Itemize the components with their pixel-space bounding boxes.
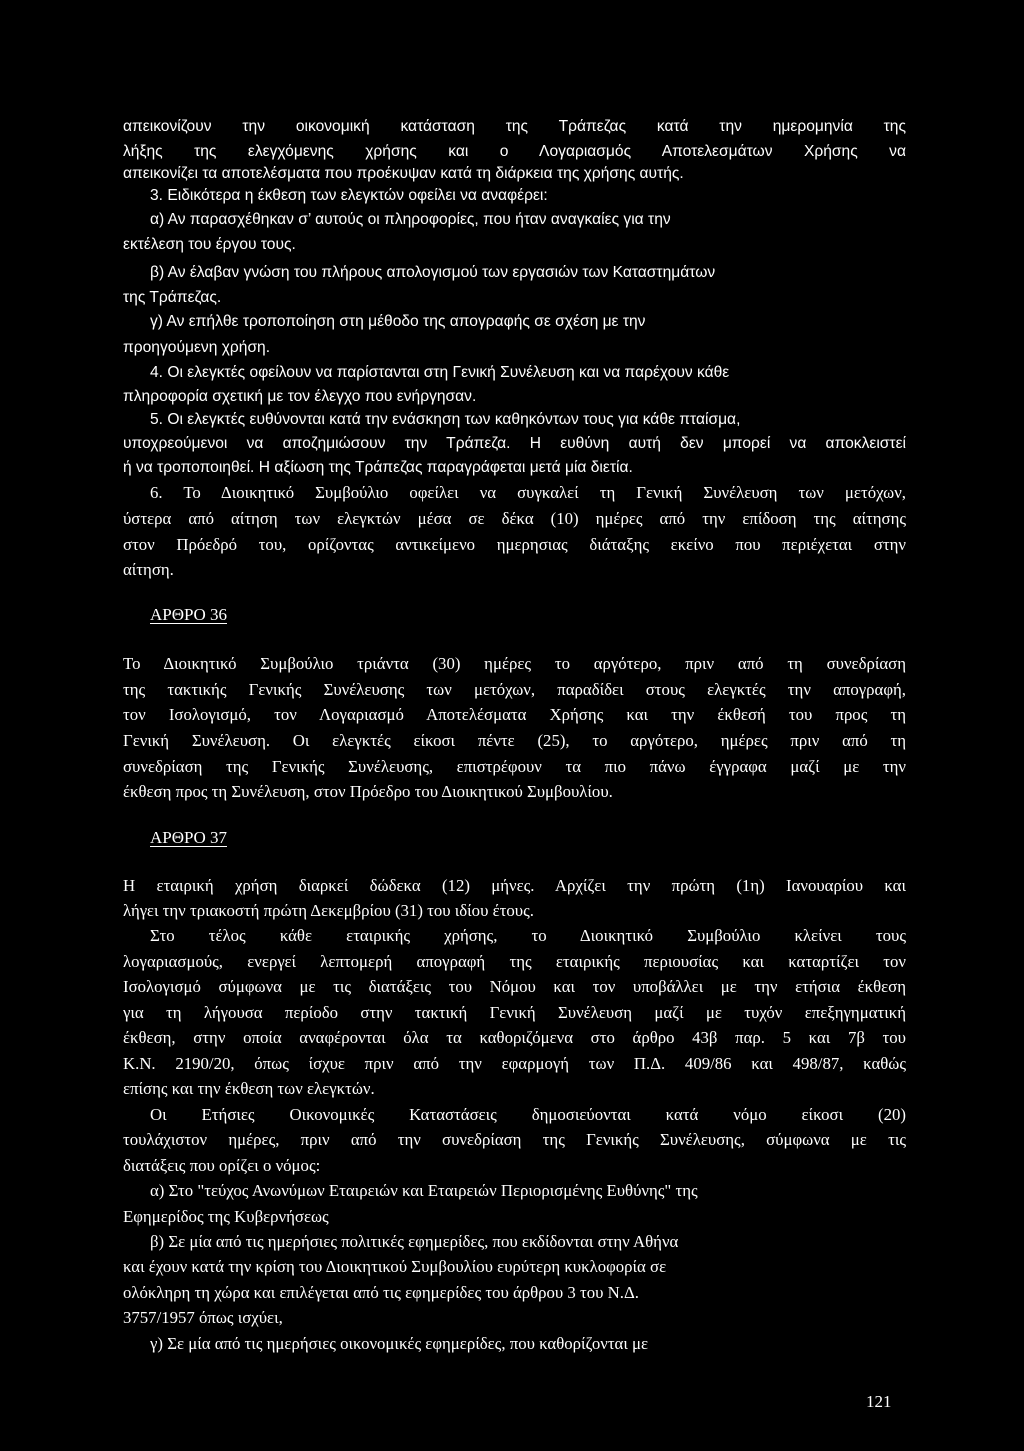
text-line: ολόκληρη τη χώρα και επιλέγεται από τις εφημερίδες του άρθρου 3 του Ν.Δ. (123, 1283, 639, 1302)
text-line: τουλάχιστον ημέρες, πριν από την συνεδρίαση της Γενικής Συνέλευσης, σύμφωνα με τις (123, 1130, 906, 1149)
text-line: β) Αν έλαβαν γνώση του πλήρους απολογισμού των εργασιών των Καταστημάτων (150, 264, 716, 281)
text-line: Το Διοικητικό Συμβούλιο τριάντα (30) ημέρες το αργότερο, πριν από τη συνεδρίαση (123, 654, 906, 673)
text-line: λήγει την τριακοστή πρώτη Δεκεμβρίου (31) του ιδίου έτους. (123, 901, 534, 920)
text-line: Η εταιρική χρήση διαρκεί δώδεκα (12) μήνες. Αρχίζει την πρώτη (1η) Ιανουαρίου και (123, 876, 906, 895)
text-line: α) Στο "τεύχος Ανωνύμων Εταιρειών και Εταιρειών Περιορισμένης Ευθύνης" της (150, 1181, 698, 1200)
text-line: Γενική Συνέλευση. Οι ελεγκτές είκοσι πέντε (25), το αργότερο, ημέρες πριν από τη (123, 731, 906, 750)
text-line: απεικονίζουν την οικονομική κατάσταση της Τράπεζας κατά την ημερομηνία της (123, 118, 906, 135)
text-line: στον Πρόεδρό του, ορίζοντας αντικείμενο ημερησιας διάταξης εκείνο που περιέχεται στην (123, 535, 906, 554)
text-line: απεικονίζει τα αποτελέσματα που προέκυψαν κατά τη διάρκεια της χρήσης αυτής. (123, 165, 684, 182)
text-line: 5. Οι ελεγκτές ευθύνονται κατά την ενάσκηση των καθηκόντων τους για κάθε πταίσμα, (150, 411, 741, 428)
page-number: 121 (866, 1392, 892, 1411)
text-line: λήξης της ελεγχόμενης χρήσης και ο Λογαριασμός Αποτελεσμάτων Χρήσης να (123, 143, 906, 160)
text-line: υποχρεούμενοι να αποζημιώσουν την Τράπεζα. Η ευθύνη αυτή δεν μπορεί να αποκλειστεί (123, 435, 906, 452)
text-line: λογαριασμούς, ενεργεί λεπτομερή απογραφή της εταιρικής περιουσίας και καταρτίζει τον (123, 952, 906, 971)
text-line: έκθεση προς τη Συνέλευση, στον Πρόεδρο του Διοικητικού Συμβουλίου. (123, 782, 613, 801)
text-line: επίσης και την έκθεση των ελεγκτών. (123, 1079, 375, 1098)
text-line: 3. Ειδικότερα η έκθεση των ελεγκτών οφείλει να αναφέρει: (150, 187, 548, 204)
text-line: β) Σε μία από τις ημερήσιες πολιτικές εφημερίδες, που εκδίδονται στην Αθήνα (150, 1232, 679, 1251)
text-line: της τακτικής Γενικής Συνέλευσης των μετόχων, παραδίδει στους ελεγκτές την απογραφή, (123, 680, 906, 699)
text-line: γ) Σε μία από τις ημερήσιες οικονομικές εφημερίδες, που καθορίζονται με (150, 1334, 649, 1353)
text-line: 4. Οι ελεγκτές οφείλουν να παρίστανται στη Γενική Συνέλευση και να παρέχουν κάθε (150, 364, 730, 381)
text-line: ή να τροποποιηθεί. Η αξίωση της Τράπεζας παραγράφεται μετά μία διετία. (123, 459, 633, 476)
text-line: Κ.Ν. 2190/20, όπως ίσχυε πριν από την εφαρμογή των Π.Δ. 409/86 και 498/87, καθώς (123, 1054, 906, 1073)
text-line: Στο τέλος κάθε εταιρικής χρήσης, το Διοικητικό Συμβούλιο κλείνει τους (150, 926, 906, 945)
text-line: διατάξεις που ορίζει ο νόμος: (123, 1156, 321, 1175)
article-heading: ΑΡΘΡΟ 37 (150, 828, 227, 847)
text-line: 6. Το Διοικητικό Συμβούλιο οφείλει να συγκαλεί τη Γενική Συνέλευση των μετόχων, (150, 483, 906, 502)
text-line: της Τράπεζας. (123, 289, 222, 306)
text-line: Εφημερίδος της Κυβερνήσεως (123, 1207, 329, 1226)
text-line: Ισολογισμό σύμφωνα με τις διατάξεις του Νόμου και τον υποβάλλει με την ετήσια έκθεση (123, 977, 906, 996)
text-line: για τη λήγουσα περίοδο στην τακτική Γενική Συνέλευση μαζί με τυχόν επεξηγηματική (123, 1003, 906, 1022)
text-line: τον Ισολογισμό, τον Λογαριασμό Αποτελέσματα Χρήσης και την έκθεσή του προς τη (123, 705, 906, 724)
text-line: α) Αν παρασχέθηκαν σ’ αυτούς οι πληροφορίες, που ήταν αναγκαίες για την (150, 211, 671, 228)
article-heading: ΑΡΘΡΟ 36 (150, 605, 227, 624)
text-line: ύστερα από αίτηση των ελεγκτών μέσα σε δέκα (10) ημέρες από την επίδοση της αίτησης (123, 509, 906, 528)
text-line: έκθεση, στην οποία αναφέρονται όλα τα καθοριζόμενα στο άρθρο 43β παρ. 5 και 7β του (123, 1028, 906, 1047)
text-line: και έχουν κατά την κρίση του Διοικητικού Συμβουλίου ευρύτερη κυκλοφορία σε (123, 1257, 667, 1276)
text-line: 3757/1957 όπως ισχύει, (123, 1308, 283, 1327)
text-line: εκτέλεση του έργου τους. (123, 236, 296, 253)
text-line: συνεδρίαση της Γενικής Συνέλευσης, επιστρέφουν τα πιο πάνω έγγραφα μαζί με την (123, 757, 906, 776)
text-line: πληροφορία σχετική με τον έλεγχο που ενήργησαν. (123, 388, 477, 405)
text-line: αίτηση. (123, 560, 174, 579)
text-line: Οι Ετήσιες Οικονομικές Καταστάσεις δημοσιεύονται κατά νόμο είκοσι (20) (150, 1105, 906, 1124)
text-line: προηγούμενη χρήση. (123, 339, 271, 356)
text-line: γ) Αν επήλθε τροποποίηση στη μέθοδο της απογραφής σε σχέση με την (150, 313, 646, 330)
